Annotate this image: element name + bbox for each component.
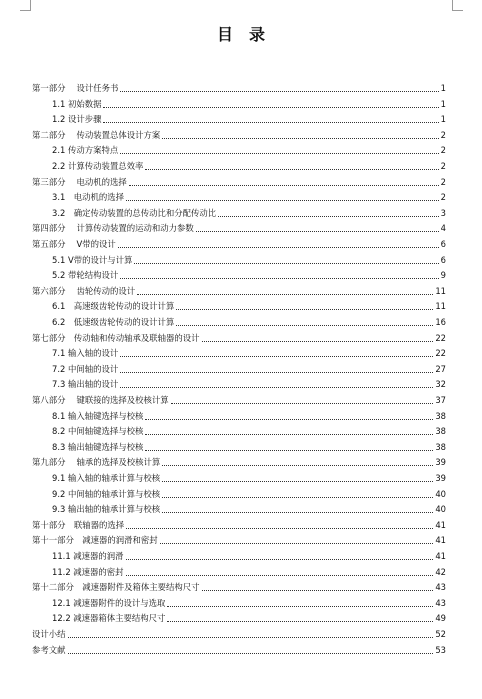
toc-entry-page-number: 9: [440, 270, 446, 281]
toc-entry-label: 6.1 高速级齿轮传动的设计计算: [52, 301, 175, 312]
toc-entry[interactable]: [52, 189, 446, 203]
toc-entry-page-number: 11: [435, 301, 446, 312]
toc-entry[interactable]: [32, 642, 446, 656]
dot-leader: [171, 403, 434, 404]
dot-leader: [68, 653, 434, 654]
dot-leader: [162, 481, 433, 482]
toc-entry-page-number: 39: [435, 473, 446, 483]
toc-entry-label: 6.2 低速级齿轮传动的设计计算: [52, 317, 175, 327]
toc-entry-label: 3.1 电动机的选择: [52, 192, 124, 203]
toc-entry[interactable]: [32, 517, 446, 531]
toc-entry-page-number: 53: [435, 644, 446, 655]
toc-entry[interactable]: [32, 127, 446, 141]
toc-entry-page-number: 41: [435, 551, 446, 561]
dot-leader: [134, 263, 438, 264]
dot-leader: [126, 575, 434, 576]
toc-entry[interactable]: [32, 220, 446, 234]
dot-leader: [129, 185, 439, 186]
crop-mark-top-right: [452, 0, 463, 11]
toc-entry-page-number: 22: [435, 332, 446, 343]
dot-leader: [145, 450, 433, 451]
toc-entry-page-number: 2: [440, 161, 446, 171]
toc-entry-label: 11.1 减速器的润滑: [52, 551, 124, 561]
toc-entry-label: 7.2 中间轴的设计: [52, 363, 119, 374]
dot-leader: [126, 559, 434, 560]
toc-entry-label: 2.1 传动方案特点: [52, 145, 119, 156]
dot-leader: [167, 621, 433, 622]
toc-entry[interactable]: [32, 80, 446, 94]
dot-leader: [145, 169, 438, 170]
toc-entry[interactable]: [52, 564, 446, 578]
dot-leader: [160, 543, 434, 544]
toc-entry-page-number: 32: [435, 379, 446, 390]
toc-entry[interactable]: [32, 330, 446, 344]
toc-entry-label: 12.1 减速器附件的设计与选取: [52, 597, 166, 608]
toc-entry-label: 8.3 输出轴键选择与校核: [52, 441, 144, 452]
toc-entry-page-number: 2: [440, 176, 446, 187]
toc-entry-label: 第一部分 设计任务书: [32, 83, 119, 93]
dot-leader: [103, 107, 438, 108]
toc-entry[interactable]: [52, 142, 446, 156]
toc-entry[interactable]: [32, 236, 446, 250]
toc-entry-page-number: 43: [435, 597, 446, 608]
dot-leader: [162, 465, 433, 466]
dot-leader: [68, 637, 434, 638]
dot-leader: [145, 434, 433, 435]
toc-entry-label: 1.2 设计步骤: [52, 114, 102, 125]
toc-entry-page-number: 27: [435, 363, 446, 374]
dot-leader: [162, 138, 438, 139]
dot-leader: [120, 356, 433, 357]
toc-entry-page-number: 38: [435, 426, 446, 437]
toc-entry[interactable]: [52, 252, 446, 266]
toc-entry-label: 3.2 确定传动装置的总传动比和分配传动比: [52, 207, 217, 218]
toc-entry-label: 11.2 减速器的密封: [52, 566, 124, 577]
toc-entry-label: 设计小结: [32, 629, 66, 639]
toc-entry-label: 第十部分 联轴器的选择: [32, 519, 125, 530]
dot-leader: [167, 606, 433, 607]
toc-entry-label: 第十二部分 减速器附件及箱体主要结构尺寸: [32, 582, 200, 593]
crop-mark-top-left: [20, 0, 31, 11]
toc-entry[interactable]: [52, 439, 446, 453]
toc-entry-page-number: 40: [435, 488, 446, 499]
dot-leader: [196, 231, 439, 232]
toc-title: 目 录: [216, 25, 265, 44]
toc-entry[interactable]: [32, 283, 446, 297]
toc-entry-page-number: 2: [440, 129, 446, 140]
toc-entry-page-number: 16: [435, 317, 446, 327]
toc-entry-label: 第五部分 V带的设计: [32, 239, 116, 249]
dot-leader: [176, 309, 433, 310]
toc-entry[interactable]: [52, 548, 446, 562]
toc-entry-page-number: 2: [440, 145, 446, 156]
toc-entry-page-number: 22: [435, 348, 446, 359]
toc-entry[interactable]: [52, 158, 446, 172]
toc-entry[interactable]: [32, 392, 446, 406]
toc-entry-page-number: 2: [440, 192, 446, 203]
toc-entry-page-number: 1: [440, 83, 446, 93]
dot-leader: [176, 325, 433, 326]
dot-leader: [126, 200, 439, 201]
dot-leader: [218, 216, 439, 217]
dot-leader: [118, 247, 439, 248]
toc-entry-label: 9.2 中间轴的轴承计算与校核: [52, 488, 161, 499]
toc-entry-label: 第六部分 齿轮传动的设计: [32, 285, 136, 296]
toc-entry-page-number: 40: [435, 504, 446, 515]
toc-entry-page-number: 6: [440, 239, 446, 249]
toc-entry-label: 7.3 输出轴的设计: [52, 379, 119, 390]
toc-entry[interactable]: [32, 579, 446, 593]
toc-entry-page-number: 37: [435, 395, 446, 405]
dot-leader: [145, 419, 433, 420]
toc-entry-label: 第三部分 电动机的选择: [32, 176, 127, 187]
toc-entry-page-number: 11: [435, 285, 446, 296]
toc-entry[interactable]: [52, 470, 446, 484]
toc-entry-label: 第十一部分 减速器的润滑和密封: [32, 535, 158, 546]
toc-entry[interactable]: [52, 408, 446, 422]
toc-entry-page-number: 41: [435, 535, 446, 546]
toc-entry-page-number: 49: [435, 613, 446, 624]
toc-entry-label: 8.2 中间轴键选择与校核: [52, 426, 144, 437]
toc-entry-label: 5.2 带轮结构设计: [52, 270, 119, 281]
dot-leader: [103, 122, 438, 123]
toc-entry[interactable]: [52, 595, 446, 609]
toc-entry-page-number: 43: [435, 582, 446, 593]
toc-entry-label: 第二部分 传动装置总体设计方案: [32, 129, 161, 140]
toc-entry[interactable]: [52, 314, 446, 328]
toc-entry[interactable]: [52, 486, 446, 500]
toc-entry[interactable]: [52, 267, 446, 281]
toc-entry-page-number: 38: [435, 441, 446, 452]
toc-entry-page-number: 41: [435, 519, 446, 530]
toc-entry-label: 9.1 输入轴的轴承计算与校核: [52, 473, 161, 483]
toc-entry-page-number: 6: [440, 254, 446, 265]
toc-entry[interactable]: [32, 532, 446, 546]
toc-entry-page-number: 52: [435, 629, 446, 639]
toc-entry-page-number: 38: [435, 410, 446, 421]
dot-leader: [120, 91, 438, 92]
toc-entry-label: 第九部分 轴承的选择及校核计算: [32, 457, 161, 468]
toc-entry-label: 5.1 V带的设计与计算: [52, 254, 133, 265]
toc-entry-page-number: 3: [440, 207, 446, 218]
toc-entry-label: 8.1 输入轴键选择与校核: [52, 410, 144, 421]
toc-entry[interactable]: [52, 501, 446, 515]
toc-entry[interactable]: [52, 96, 446, 110]
toc-entry[interactable]: [32, 174, 446, 188]
dot-leader: [137, 294, 433, 295]
toc-entry-label: 12.2 减速器箱体主要结构尺寸: [52, 613, 166, 624]
toc-entry-label: 9.3 输出轴的轴承计算与校核: [52, 504, 161, 515]
dot-leader: [202, 590, 434, 591]
toc-entry[interactable]: [52, 345, 446, 359]
toc-entry[interactable]: [52, 205, 446, 219]
toc-entry[interactable]: [32, 454, 446, 468]
toc-entry-label: 第八部分 键联接的选择及校核计算: [32, 395, 169, 405]
toc-entry[interactable]: [52, 361, 446, 375]
toc-entry-page-number: 1: [440, 114, 446, 125]
toc-entry-page-number: 42: [435, 566, 446, 577]
dot-leader: [120, 278, 438, 279]
dot-leader: [120, 372, 433, 373]
dot-leader: [162, 497, 433, 498]
dot-leader: [162, 512, 433, 513]
toc-entry-label: 1.1 初始数据: [52, 98, 102, 109]
toc-entry[interactable]: [52, 610, 446, 624]
toc-entry[interactable]: [52, 423, 446, 437]
dot-leader: [120, 153, 438, 154]
toc-entry-page-number: 39: [435, 457, 446, 468]
dot-leader: [120, 387, 433, 388]
toc-entry-label: 第七部分 传动轴和传动轴承及联轴器的设计: [32, 332, 200, 343]
toc-entry[interactable]: [52, 298, 446, 312]
toc-entry-page-number: 4: [440, 223, 446, 234]
toc-entry-label: 7.1 输入轴的设计: [52, 348, 119, 359]
toc-entry-label: 第四部分 计算传动装置的运动和动力参数: [32, 223, 194, 234]
toc-entry[interactable]: [32, 626, 446, 640]
dot-leader: [126, 528, 433, 529]
toc-entry-label: 2.2 计算传动装置总效率: [52, 161, 144, 171]
toc-entry[interactable]: [52, 376, 446, 390]
toc-entry[interactable]: [52, 111, 446, 125]
toc-entry-page-number: 1: [440, 98, 446, 109]
dot-leader: [202, 341, 434, 342]
toc-entry-label: 参考文献: [32, 644, 66, 655]
